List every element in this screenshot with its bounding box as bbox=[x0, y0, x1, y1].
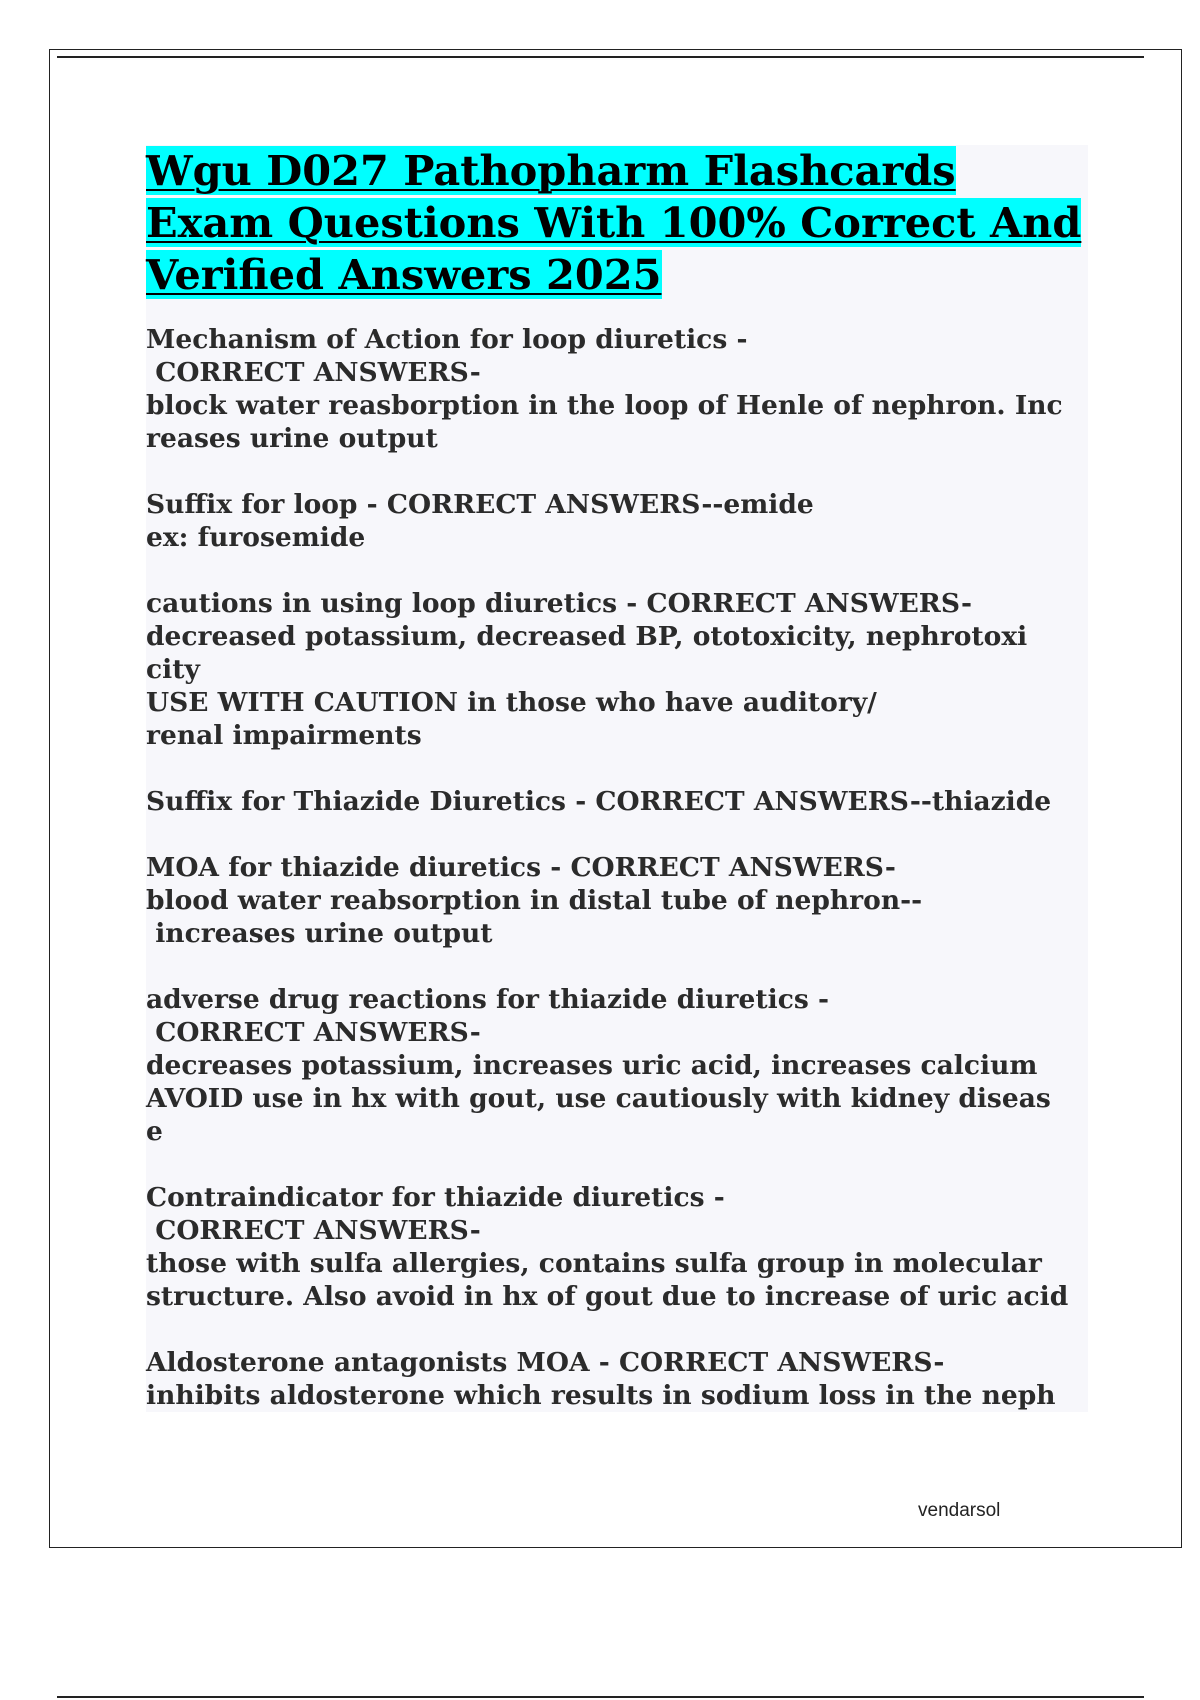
document-title: Wgu D027 Pathopharm Flashcards Exam Questions With 100% Correct And Verified Answers 2025 bbox=[146, 146, 1082, 299]
flashcard-entry: MOA for thiazide diuretics - CORRECT ANSWERS- blood water reabsorption in distal tube of nephron-- increases urine output bbox=[146, 852, 923, 949]
footer-brand: vendarsol bbox=[918, 1500, 1001, 1521]
title-block bbox=[146, 145, 1088, 301]
flashcard-entry: Mechanism of Action for loop diuretics - CORRECT ANSWERS- block water reasborption in the loop of Henle of nephron. Inc reases urine output bbox=[146, 324, 1063, 454]
flashcard-entry: Suffix for Thiazide Diuretics - CORRECT ANSWERS--thiazide bbox=[146, 786, 1052, 817]
flashcard-entry: Contraindicator for thiazide diuretics - CORRECT ANSWERS- those with sulfa allergies, contains sulfa group in molecular structure. Also avoid in hx of gout due to increase of uric acid bbox=[146, 1182, 1069, 1312]
flashcard-entry: adverse drug reactions for thiazide diuretics - CORRECT ANSWERS- decreases potassium, increases uric acid, increases calcium AVOID use in hx with gout, use cautiously with kidney diseas e bbox=[146, 984, 1051, 1147]
flashcard-entry: Aldosterone antagonists MOA - CORRECT ANSWERS- inhibits aldosterone which results in sodium loss in the neph bbox=[146, 1347, 1056, 1411]
flashcard-entry: cautions in using loop diuretics - CORRECT ANSWERS- decreased potassium, decreased BP, ototoxicity, nephrotoxi city USE WITH CAUTION in those who have auditory/ renal impairments bbox=[146, 588, 1028, 751]
flashcard-entry: Suffix for loop - CORRECT ANSWERS--emide ex: furosemide bbox=[146, 489, 814, 553]
document-content bbox=[146, 145, 1088, 1412]
bottom-rule bbox=[57, 1696, 1144, 1698]
flashcard-list bbox=[146, 323, 1088, 1412]
